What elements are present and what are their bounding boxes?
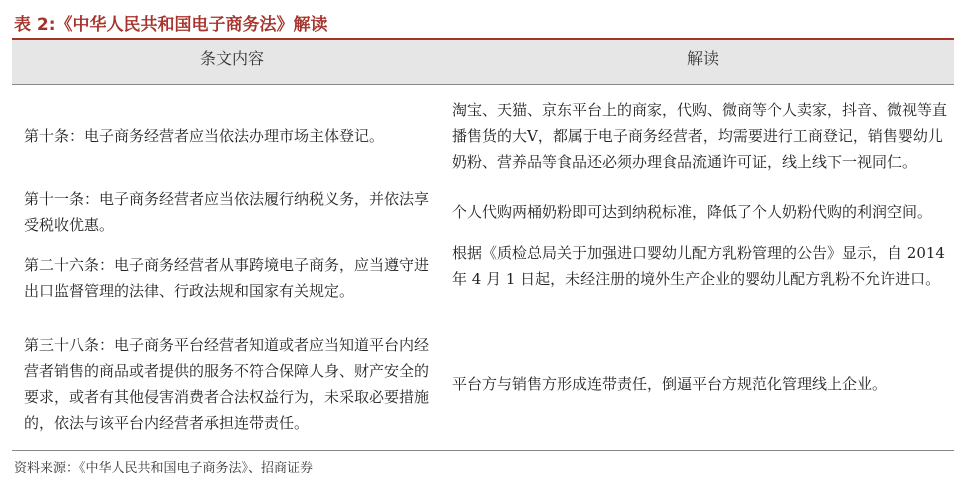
interpretation-cell — [452, 238, 952, 318]
interpretation-cell — [452, 186, 952, 238]
clause-cell — [24, 238, 442, 318]
clause-cell — [24, 186, 442, 238]
table-bottom-rule — [12, 450, 954, 451]
interpretation-text: 个人代购两桶奶粉即可达到纳税标准，降低了个人奶粉代购的利润空间。 — [452, 203, 933, 221]
table-row — [12, 186, 954, 238]
interpretation-cell — [452, 320, 952, 448]
clause-text: 第二十六条：电子商务经营者从事跨境电子商务，应当遵守进出口监督管理的法律、行政法规和国家有关规定。 — [24, 256, 430, 300]
table-row — [12, 238, 954, 318]
clause-text: 第十一条：电子商务经营者应当依法履行纳税义务，并依法享受税收优惠。 — [24, 190, 430, 234]
clause-cell — [24, 86, 442, 186]
table-row — [12, 86, 954, 186]
table-row — [12, 320, 954, 448]
table-title: 表 2:《中华人民共和国电子商务法》解读 — [14, 15, 328, 35]
header-clause: 条文内容 — [199, 49, 264, 68]
table-header — [12, 40, 954, 85]
interpretation-text: 淘宝、天猫、京东平台上的商家，代购、微商等个人卖家，抖音、微视等直播售货的大V，都属于电子商务经营者，均需要进行工商登记，销售婴幼儿奶粉、营养品等食品还必须办理食品流通许可证，线上线下一视同仁。 — [452, 101, 948, 171]
clause-text: 第三十八条：电子商务平台经营者知道或者应当知道平台内经营者销售的商品或者提供的服务不符合保障人身、财产安全的要求，或者有其他侵害消费者合法权益行为，未采取必要措施的，依法与该平台内经营者承担连带责任。 — [24, 336, 430, 432]
interpretation-cell — [452, 86, 952, 186]
interpretation-text: 根据《质检总局关于加强进口婴幼儿配方乳粉管理的公告》显示，自 2014 年 4 月 1 日起，未经注册的境外生产企业的婴幼儿配方乳粉不允许进口。 — [452, 244, 945, 288]
clause-cell — [24, 320, 442, 448]
header-interpretation: 解读 — [686, 49, 719, 68]
source-note: 资料来源：《中华人民共和国电子商务法》、招商证券 — [14, 461, 314, 476]
clause-text: 第十条：电子商务经营者应当依法办理市场主体登记。 — [24, 127, 385, 145]
interpretation-text: 平台方与销售方形成连带责任，倒逼平台方规范化管理线上企业。 — [452, 375, 888, 393]
